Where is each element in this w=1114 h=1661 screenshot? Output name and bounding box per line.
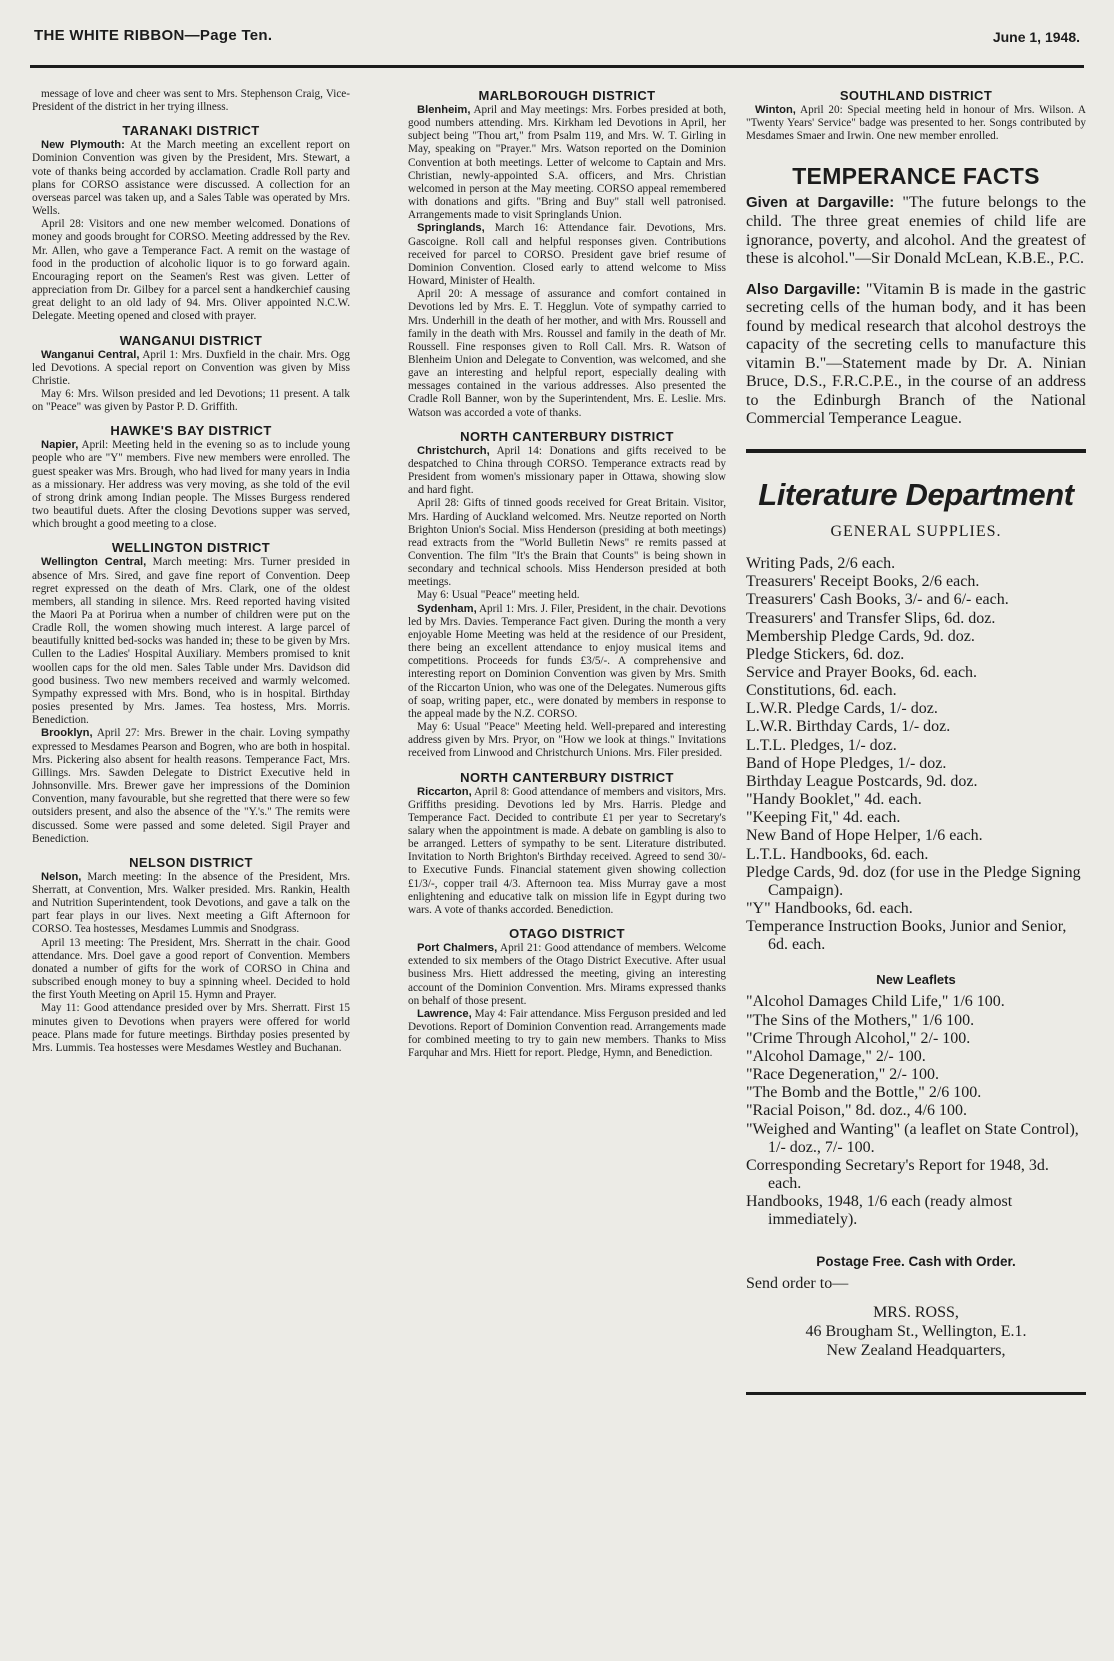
report-paragraph: [32, 88, 350, 114]
leaflet-item: "Weighed and Wanting" (a leaflet on State Control), 1/- doz., 7/- 100.: [746, 1120, 1079, 1156]
district-heading: NELSON DISTRICT: [129, 854, 253, 870]
report-paragraph: [408, 288, 726, 420]
report-text: April 13 meeting: The President, Mrs. Sherratt in the chair. Good attendance. Mrs. Doel gave a good report of Convention. Members donated a number of gifts for the work of CORSO in China and subscribed enough money to buy a spinning wheel. Decided to hold the first Youth Meeting on April 15. Hymn and Prayer.: [32, 936, 350, 1002]
report-lead: Port Chalmers,: [417, 942, 498, 955]
literature-title: Literature Department: [758, 477, 1074, 513]
supply-item: Treasurers' and Transfer Slips, 6d. doz.: [746, 609, 996, 627]
supply-item: "Keeping Fit," 4d. each.: [746, 809, 901, 827]
supply-item: Treasurers' Cash Books, 3/- and 6/- each.: [746, 591, 1009, 609]
address-name: MRS. ROSS,: [873, 1303, 959, 1321]
district-heading: MARLBOROUGH DISTRICT: [478, 88, 656, 103]
temperance-fact: [746, 194, 1086, 268]
report-paragraph: [32, 439, 350, 531]
southland-heading: SOUTHLAND DISTRICT: [839, 88, 993, 103]
supply-item: Pledge Stickers, 6d. doz.: [746, 645, 905, 663]
leaflet-item: "Alcohol Damage," 2/- 100.: [746, 1047, 926, 1065]
temperance-facts-title: TEMPERANCE FACTS: [792, 163, 1040, 190]
report-text: May 4: Fair attendance. Miss Ferguson presided and led Devotions. Report of Dominion Convention read. Arrangements made for combined meeting to try to gain new members. Thanks to Miss Farquhar and Mrs. Hiett for report. Pledge, Hymn, and Benediction.: [408, 1007, 726, 1060]
fact-text: "Vitamin B is made in the gastric secreting cells of the human body, and it has been found by medical research that alcohol destroys the capacity of the secreting cells to manufacture this vitamin B."—Statement made by Dr. A. Ninian Bruce, D.S., F.R.C.P.E., in the course of an address to the Edinburgh Branch of the National Commercial Temperance League.: [746, 280, 1086, 428]
report-text: April 27: Mrs. Brewer in the chair. Loving sympathy expressed to Mesdames Pearson and Bogren, who are both in hospital. Mrs. Pickering also absent for health reasons. Temperance Fact, Mrs. Gillings. Mrs. Sawden Delegate to District Executive held in Johnsonville. Mrs. Brewer gave her impressions of the Dominion Convention, many favourable, but she regretted that there were so few outsiders present, and also the absence of the "Y.'s." The remits were discussed. Some were passed and some deleted. Sigil Prayer and Benediction.: [32, 727, 350, 845]
supply-item: New Band of Hope Helper, 1/6 each.: [746, 827, 983, 845]
report-paragraph: [408, 942, 726, 1008]
supply-item: L.W.R. Pledge Cards, 1/- doz.: [746, 700, 938, 718]
address-street: 46 Brougham St., Wellington, E.1.: [805, 1322, 1027, 1340]
supply-item: Treasurers' Receipt Books, 2/6 each.: [746, 573, 980, 591]
report-lead: Winton,: [755, 104, 796, 116]
report-paragraph: [32, 937, 350, 1003]
report-paragraph: [408, 603, 726, 721]
report-text: April 20: A message of assurance and comfort contained in Devotions led by Mrs. E. T. Hegglun. Vote of sympathy carried to Mrs. Underhill in the death of her mother, and with Mrs. Roussell and family in the death with Mrs. Roussel and family in the death of Mr. Roussell. Fine responses given to Roll Call. Mrs. R. Watson of Blenheim Union and Delegate to Convention, was welcomed, and she gave an interesting and helpful report, especially dealing with messages contained in the various addresses. Also presented the Cradle Roll Banner, won by the Superintendent, Mrs. E. Leslie. Mrs. Watson was accorded a vote of thanks.: [408, 288, 726, 419]
district-heading: WELLINGTON DISTRICT: [111, 540, 271, 556]
district-heading: HAWKE'S BAY DISTRICT: [110, 423, 272, 439]
supply-item: Service and Prayer Books, 6d. each.: [746, 663, 978, 681]
general-supplies-heading: GENERAL SUPPLIES.: [830, 523, 1002, 541]
district-heading: TARANAKI DISTRICT: [122, 123, 260, 139]
report-paragraph: [408, 589, 726, 602]
bottom-rule: [746, 1392, 1086, 1395]
report-paragraph: [32, 388, 350, 414]
page-header-date: June 1, 1948.: [992, 29, 1080, 45]
report-lead: Blenheim,: [417, 104, 471, 116]
supply-item: Pledge Cards, 9d. doz (for use in the Pledge Signing Campaign).: [746, 863, 1081, 899]
report-text: April: Meeting held in the evening so as to include young people who are "Y" members. Five new members were enrolled. The guest speaker was Mrs. Brough, who had lived for many years in India as a missionary. Her address was very moving, as she told of the evil of strong drink among Indian people. The Misses Burgess rendered two beautiful duets. After the closing Devotions supper was served, which brought a good meeting to a close.: [32, 439, 350, 531]
report-text: April 28: Visitors and one new member welcomed. Donations of money and goods brought for CORSO. Meeting addressed by the Rev. Mr. Allen, who gave a Temperance Fact. A remit on the wastage of food in the production of alcoholic liquor is to go forward again. Encouraging report on the Seamen's Rest was given. Letter of appreciation from Dr. Gilbey for a parcel sent a handkerchief causing great delight to an old lady of 94. Mrs. Oliver appointed N.C.W. Delegate. Meeting opened and closed with prayer.: [32, 218, 350, 323]
report-text: May 6: Usual "Peace" Meeting held. Well-prepared and interesting address given by Mrs. Pryor, on "How we look at things." Invitations received from Linwood and Christchurch Unions. Mrs. Filer presided.: [408, 721, 726, 760]
supply-item: Birthday League Postcards, 9d. doz.: [746, 772, 978, 790]
column-1: [32, 88, 350, 1055]
report-text: May 6: Mrs. Wilson presided and led Devotions; 11 present. A talk on "Peace" was given by Pastor P. D. Griffith.: [32, 387, 350, 414]
new-leaflets-heading: New Leaflets: [876, 972, 956, 988]
district-heading: OTAGO DISTRICT: [509, 926, 625, 942]
order-address: [746, 1303, 1086, 1361]
temperance-fact: [746, 281, 1086, 429]
temperance-facts: [746, 194, 1086, 429]
leaflet-item: "Race Degeneration," 2/- 100.: [746, 1066, 939, 1084]
address-headquarters: New Zealand Headquarters,: [826, 1341, 1006, 1359]
report-lead: Wellington Central,: [41, 556, 147, 569]
report-lead: Wanganui Central,: [41, 348, 140, 361]
supply-item: Writing Pads, 2/6 each.: [746, 555, 896, 573]
report-lead: Sydenham,: [417, 602, 477, 615]
report-paragraph: [408, 786, 726, 918]
send-order-to: Send order to—: [746, 1274, 849, 1292]
report-text: April 20: Special meeting held in honour of Mrs. Wilson. A "Twenty Years' Service" badge was presented to her. Songs contributed by Mesdames Smaer and Irwin. One new member enrolled.: [746, 104, 1086, 143]
header-rule: [30, 65, 1084, 68]
leaflet-item: "The Sins of the Mothers," 1/6 100.: [746, 1011, 975, 1029]
supply-item: Membership Pledge Cards, 9d. doz.: [746, 627, 975, 645]
report-text: May 6: Usual "Peace" meeting held.: [417, 589, 580, 602]
report-paragraph: [32, 218, 350, 323]
district-heading: NORTH CANTERBURY DISTRICT: [460, 428, 674, 444]
report-paragraph: [408, 1008, 726, 1061]
report-paragraph: [408, 222, 726, 288]
report-text: April 14: Donations and gifts received to be despatched to China through CORSO. Temperance extracts read by President from women's missionary paper in Ottawa, showing slow and hard fight.: [408, 444, 726, 497]
supply-item: L.T.L. Pledges, 1/- doz.: [746, 736, 897, 754]
report-text: March 16: Attendance fair. Devotions, Mrs. Gascoigne. Roll call and helpful responses given. Contributions received for parcel to CORSO. President gave brief resume of Dominion Convention. Closed early to attend welcome to Miss Howard, Minister of Health.: [408, 222, 726, 288]
supply-item: "Handy Booklet," 4d. each.: [746, 791, 922, 809]
southland-report: [746, 104, 1086, 143]
supply-item: L.W.R. Birthday Cards, 1/- doz.: [746, 718, 951, 736]
report-text: At the March meeting an excellent report on Dominion Convention was given by the President, Mrs. Stewart, a vote of thanks being accorded by acclamation. Cradle Roll party and plans for CORSO assistance were discussed. A collection for an overseas parcel was taken up, and a Sales Table was operated by Mrs. Wells.: [32, 139, 350, 218]
report-text: April 28: Gifts of tinned goods received for Great Britain. Visitor, Mrs. Harding of Auckland welcomed. Mrs. Neutze reported on North Brighton Union's Social. Miss Henderson (presiding at both meetings) read extracts from the "World Bulletin News" re remits passed at Convention. The film "It's the Brain that Counts" is being shown in secondary and technical schools. Miss Henderson presided at both meetings.: [408, 497, 726, 589]
supply-item: Temperance Instruction Books, Junior and Senior, 6d. each.: [746, 918, 1067, 954]
district-heading: NORTH CANTERBURY DISTRICT: [460, 769, 674, 785]
section-divider: [746, 449, 1086, 453]
report-paragraph: [408, 497, 726, 589]
report-lead: Riccarton,: [417, 785, 472, 798]
report-paragraph: [408, 104, 726, 222]
page-header-title: THE WHITE RIBBON—Page Ten.: [34, 27, 273, 44]
report-lead: Christchurch,: [417, 444, 490, 457]
report-paragraph: [32, 139, 350, 218]
report-paragraph: [32, 1002, 350, 1055]
report-lead: Lawrence,: [417, 1007, 472, 1020]
report-text: April 1: Mrs. Duxfield in the chair. Mrs. Ogg led Devotions. A special report on Convention was given by Miss Christie.: [32, 348, 350, 387]
report-lead: Napier,: [41, 439, 79, 452]
leaflet-item: "Racial Poison," 8d. doz., 4/6 100.: [746, 1102, 968, 1120]
report-paragraph: [408, 721, 726, 760]
report-paragraph: [32, 727, 350, 845]
supply-item: L.T.L. Handbooks, 6d. each.: [746, 845, 929, 863]
leaflet-item: Handbooks, 1948, 1/6 each (ready almost immediately).: [746, 1193, 1013, 1229]
leaflets-list: [746, 993, 1086, 1229]
postage-note: Postage Free. Cash with Order.: [816, 1253, 1016, 1269]
fact-lead: Given at Dargaville:: [746, 194, 895, 212]
report-text: message of love and cheer was sent to Mrs. Stephenson Craig, Vice-President of the district in her trying illness.: [32, 88, 350, 114]
report-text: April 1: Mrs. J. Filer, President, in the chair. Devotions led by Mrs. Davies. Temperance Fact given. During the month a very enjoyable Home Meeting was held at the residence of our President, there being an excellent attendance to enjoy musical items and competitions. Proceeds for funds £3/5/-. A comprehensive and interesting report on Dominion Convention was given by Mrs. Smith of the Riccarton Union, who was one of the Delegates. Numerous gifts of soap, writing paper, etc., were donated by members in response to the appeal made by the N.Z. CORSO.: [408, 602, 726, 720]
report-text: March meeting: Mrs. Turner presided in absence of Mrs. Sired, and gave fine report of Convention. Deep regret expressed on the death of Mrs. Clark, one of the oldest members, all standing in silence. Mrs. Reed reported having visited the Maori Pa at Porirua when a number of children were put on the Cradle Roll, the women showing much interest. A large parcel of beautifully knitted bed-socks was handed in; these to be given by Mrs. Cullen to the Ladies' Hospital Auxiliary. Members promised to knit woollen caps for the old men. Sales Table under Mrs. Davidson did good business. Two new members received and warmly welcomed. Sympathy expressed with Mrs. Bond, who is in hospital. Birthday posies presented by Mrs. James. Tea hostess, Mrs. Morris. Benediction.: [32, 556, 350, 727]
report-lead: Brooklyn,: [41, 727, 93, 740]
report-paragraph: [32, 349, 350, 388]
report-text: March meeting: In the absence of the President, Mrs. Sherratt, at Convention, Mrs. Walker presided. Mrs. Rankin, Health and Nutrition Superintendent, took Devotions, and gave a talk on the part fear plays in our lives. Next meeting a Gift Afternoon for CORSO. Tea hostesses, Mesdames Lummis and Snodgrass.: [32, 870, 350, 936]
column-3: [746, 88, 1086, 1395]
supply-item: "Y" Handbooks, 6d. each.: [746, 900, 913, 917]
district-heading: WANGANUI DISTRICT: [119, 332, 263, 348]
supply-item: Constitutions, 6d. each.: [746, 682, 897, 700]
report-lead: New Plymouth:: [41, 139, 125, 152]
report-text: April 21: Good attendance of members. Welcome extended to six members of the Otago District Executive. After usual business Mrs. Hiett addressed the meeting, giving an interesting account of the Dominion Convention. Mrs. Mirams expressed thanks on behalf of those present.: [408, 942, 726, 1007]
report-lead: Springlands,: [417, 222, 485, 235]
report-paragraph: [32, 556, 350, 727]
fact-lead: Also Dargaville:: [746, 280, 861, 298]
report-paragraph: [32, 871, 350, 937]
report-paragraph: [408, 445, 726, 498]
leaflet-item: "The Bomb and the Bottle," 2/6 100.: [746, 1084, 982, 1102]
report-text: April and May meetings: Mrs. Forbes presided at both, good numbers attending. Mrs. Kirkham led Devotions in April, her subject being "Thou art," from Psalm 119, and Mrs. W. T. Girling in May, speaking on "Prayer." Mrs. Watson reported on the Dominion Convention at both meetings. Letter of welcome to Captain and Mrs. Christian, newly-appointed S.A. officers, and Mrs. Christian welcomed in person at the May meeting. CORSO appeal remembered with donations and gifts. "Bring and Buy" stall well patronised. Arrangements made to visit Springlands Union.: [408, 104, 726, 222]
leaflet-item: "Crime Through Alcohol," 2/- 100.: [746, 1029, 971, 1047]
leaflet-item: "Alcohol Damages Child Life," 1/6 100.: [746, 993, 1005, 1011]
supplies-list: [746, 555, 1086, 954]
report-lead: Nelson,: [41, 870, 82, 883]
report-text: May 11: Good attendance presided over by Mrs. Sherratt. First 15 minutes given to Devotions when prayers were offered for world peace. Plans made for future meetings. Birthday posies presented by Mrs. Lummis. Tea hostesses were Mesdames Westley and Buchanan.: [32, 1002, 350, 1054]
supply-item: Band of Hope Pledges, 1/- doz.: [746, 754, 947, 772]
column-2: [408, 88, 726, 1060]
leaflet-item: Corresponding Secretary's Report for 1948, 3d. each.: [746, 1156, 1049, 1193]
report-text: April 8: Good attendance of members and visitors, Mrs. Griffiths presiding. Devotions led by Mrs. Harris. Pledge and Temperance Fact. Decided to contribute £1 per year to Secretary's salary when the appointment is made. A debate on gambling is also to be arranged. Letters of sympathy to be sent. Literature distributed. Invitation to North Brighton's Birthday received. Agreed to send 30/- to Executive Funds. Financial statement given showing collection £1/3/-, copper trail 4/3. Afternoon tea. Miss Murray gave a most enlightening and educative talk on mission life in Egypt during two wars. A vote of thanks accorded. Benediction.: [408, 785, 726, 916]
fact-text: "The future belongs to the child. The three great enemies of child life are ignorance, poverty, and alcohol. And the greatest of these is alcohol."—Sir Donald McLean, K.B.E., P.C.: [746, 194, 1086, 268]
